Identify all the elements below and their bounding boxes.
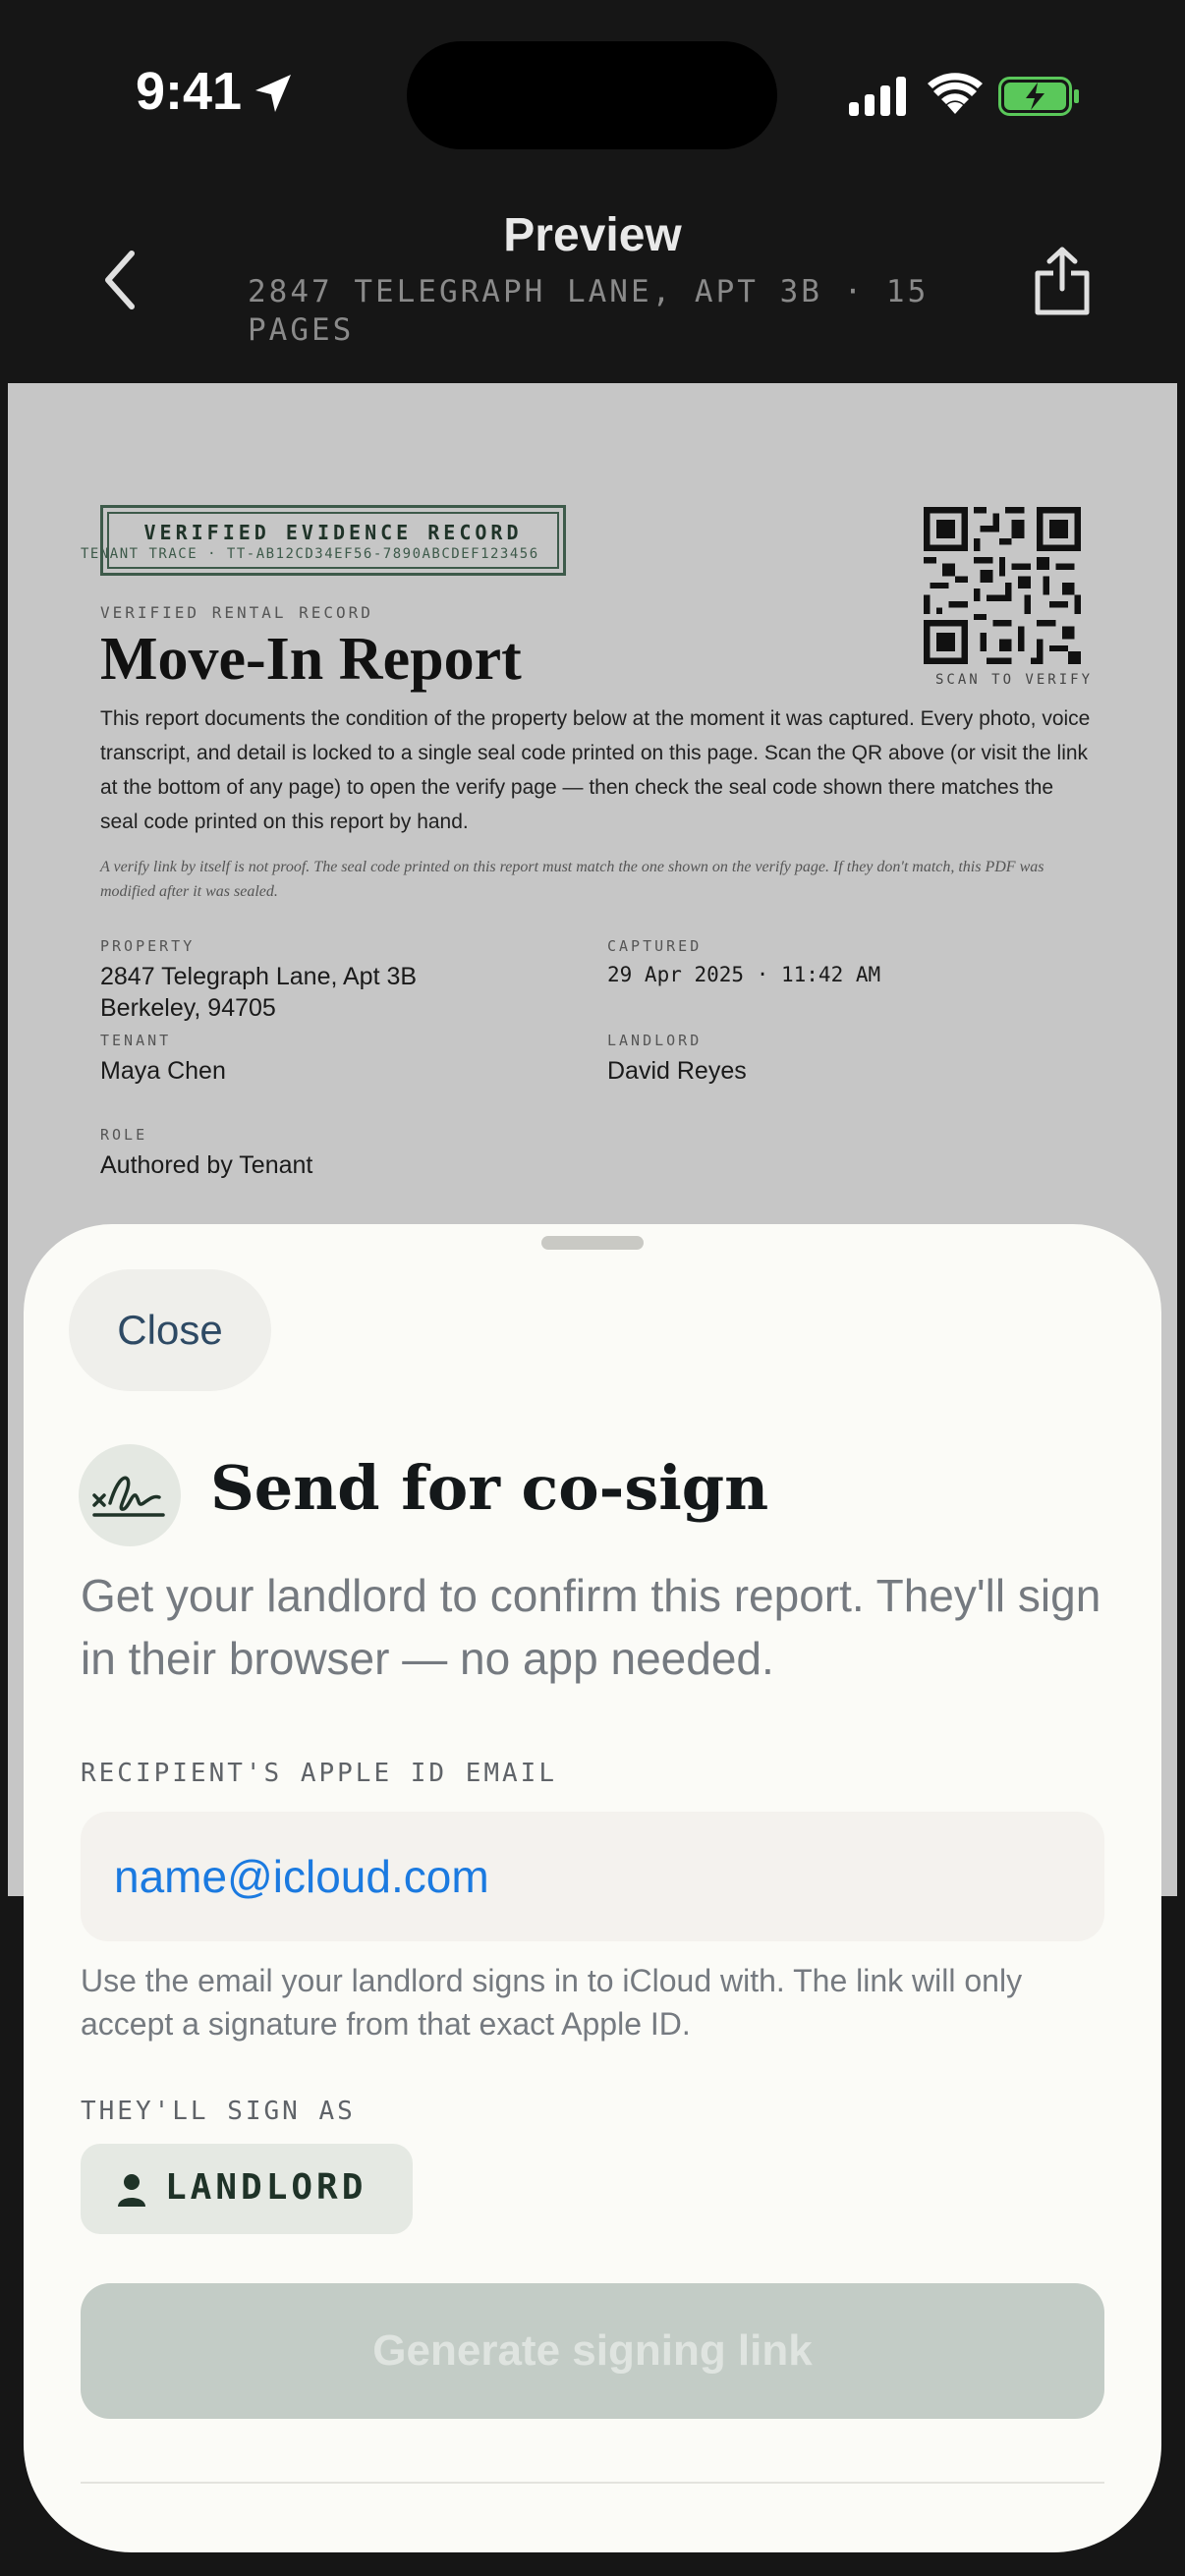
role-value: Authored by Tenant	[100, 1151, 313, 1179]
captured-label: CAPTURED	[607, 937, 703, 955]
divider	[81, 2482, 1104, 2484]
doc-eyebrow: VERIFIED RENTAL RECORD	[100, 603, 373, 622]
role-chip-label: LANDLORD	[165, 2167, 367, 2208]
captured-value: 29 Apr 2025 · 11:42 AM	[607, 963, 881, 986]
signature-icon-badge	[79, 1444, 181, 1546]
sheet-grabber[interactable]	[541, 1236, 644, 1250]
stamp-title: VERIFIED EVIDENCE RECORD	[143, 521, 523, 544]
email-help-text: Use the email your landlord signs in to iCloud with. The link will only accept a signature from that exact Apple ID.	[81, 1963, 1023, 2042]
co-sign-sheet	[24, 1224, 1161, 2552]
close-button[interactable]: Close	[69, 1269, 271, 1391]
sheet-title: Send for co-sign	[210, 1452, 769, 1524]
role-label: ROLE	[100, 1126, 148, 1144]
email-input[interactable]	[81, 1812, 1104, 1941]
scan-label: SCAN TO VERIFY	[935, 672, 1094, 688]
status-bar	[0, 0, 1185, 187]
stamp-trace: TENANT TRACE · TT-AB12CD34EF56-7890ABCDEF123456	[81, 546, 539, 562]
email-label: RECIPIENT'S APPLE ID EMAIL	[81, 1759, 557, 1788]
battery-charging-icon	[998, 77, 1081, 116]
property-line1: 2847 Telegraph Lane, Apt 3B	[100, 963, 418, 990]
person-icon	[116, 2173, 147, 2207]
generate-signing-link-button[interactable]: Generate signing link	[81, 2283, 1104, 2419]
status-time: 9:41	[136, 62, 243, 121]
qr-code[interactable]	[924, 507, 1081, 664]
doc-body: This report documents the condition of the property below at the moment it was captured. Every photo, voice transcript, and detail is locked to a single seal code printed on this page. Scan the QR above (or visit the link at the bottom of any page) to open the verify page — then check the seal code shown there matches the seal code printed on this report by hand.	[100, 707, 1091, 833]
tenant-value: Maya Chen	[100, 1057, 226, 1085]
dynamic-island	[407, 41, 777, 149]
signature-icon	[79, 1444, 181, 1546]
sign-as-label: THEY'LL SIGN AS	[81, 2097, 356, 2126]
role-chip-landlord	[81, 2144, 413, 2234]
doc-title: Move-In Report	[100, 626, 522, 693]
page-title: Preview	[503, 209, 682, 261]
wifi-icon	[928, 73, 983, 116]
share-icon[interactable]	[1030, 246, 1095, 318]
property-line2: Berkeley, 94705	[100, 994, 276, 1022]
landlord-value: David Reyes	[607, 1057, 747, 1085]
doc-note: A verify link by itself is not proof. The seal code printed on this report must match the one shown on the verify page. If they don't match, this PDF was modified after it was sealed.	[100, 859, 1044, 900]
cellular-signal-icon	[849, 77, 908, 116]
property-label: PROPERTY	[100, 937, 196, 955]
landlord-label: LANDLORD	[607, 1032, 703, 1049]
page-subtitle: 2847 TELEGRAPH LANE, APT 3B · 15 PAGES	[248, 274, 930, 348]
sheet-description: Get your landlord to confirm this report. They'll sign in their browser — no app needed.	[81, 1570, 1101, 1684]
tenant-label: TENANT	[100, 1032, 172, 1049]
location-arrow-icon	[254, 73, 293, 114]
